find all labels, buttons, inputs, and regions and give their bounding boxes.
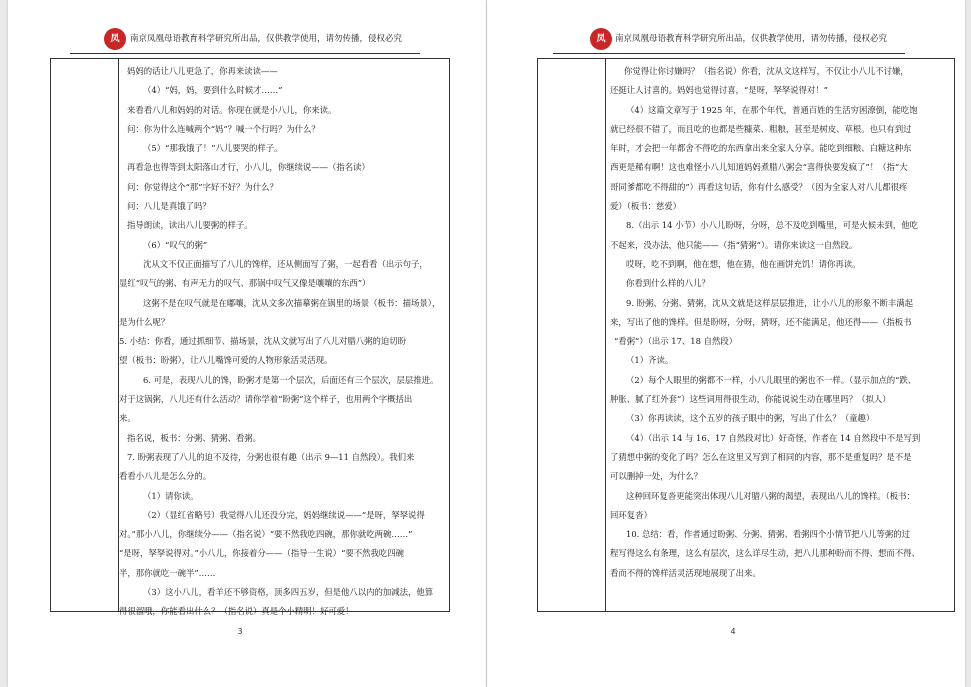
text-line: （3）你再读读，这个五岁的孩子眼中的粥，写出了什么？（童趣） bbox=[626, 413, 875, 424]
text-line: 6. 可是，表现八儿的馋，盼粥才是第一个层次，后面还有三个层次，层层推进。 bbox=[143, 374, 439, 385]
header-text: 南京凤凰母语教育科学研究所出品，仅供教学使用，请勿传播，侵权必究 bbox=[615, 34, 888, 44]
text-line: 半，那你就吃一碗半”…… bbox=[119, 567, 216, 578]
text-line: 沈从文不仅正面描写了八儿的馋样，还从侧面写了粥，一起看看（出示句子， bbox=[143, 258, 428, 269]
text-line: 来，写出了他的馋样。但是盼呀，分呀，猜呀，还不能满足，他还得——（指板书 bbox=[610, 316, 912, 327]
header-divider bbox=[553, 53, 905, 54]
page-header bbox=[8, 26, 486, 54]
text-line: 问：八儿是真饿了吗？ bbox=[127, 201, 211, 212]
text-line: 再看急也得等到太阳落山才行，小八儿，你继续说——（指名读） bbox=[127, 162, 370, 173]
lesson-table bbox=[537, 58, 955, 612]
text-line: （5）“那我饿了！”八儿要哭的样子。 bbox=[143, 143, 283, 154]
lesson-text-left bbox=[119, 62, 445, 622]
text-line: 这种回环复沓更能突出体现八儿对腊八粥的渴望，表现出八儿的馋样。（板书： bbox=[626, 490, 915, 501]
text-line: （2）每个人眼里的粥都不一样，小八儿眼里的粥也不一样。（显示加点的“跌、 bbox=[626, 374, 917, 385]
text-line: 5. 小结：你看，通过抓细节、描场景，沈从文就写出了八儿对腊八粥的迫切盼 bbox=[119, 336, 407, 347]
text-line: 可以删掉一处，为什么？ bbox=[610, 471, 703, 482]
header-text: 南京凤凰母语教育科学研究所出品，仅供教学使用，请勿传播，侵权必究 bbox=[130, 34, 403, 44]
text-line: 8.（出示 14 小节）小八儿盼呀，分呀，总不及吃到嘴里，可是火候未到，他吃 bbox=[626, 220, 918, 231]
text-line: 得很溜哦，你能看出什么？（指名说）真是个小精明！好可爱！ bbox=[119, 606, 354, 617]
text-line: （2）（显红省略号）我觉得八儿还没分完，妈妈继续说——“是呀，孥孥说得 bbox=[143, 509, 425, 520]
text-line: （4）（出示 14 与 16、17 自然段对比）好奇怪，作者在 14 自然段中不是写到 bbox=[626, 432, 921, 443]
text-line: 指名说，板书：分粥、猜粥、看粥。 bbox=[127, 432, 261, 443]
table-column-divider bbox=[605, 59, 606, 611]
text-line: 问：你觉得这个“那”字好不好？为什么？ bbox=[127, 181, 278, 192]
lesson-text-right bbox=[610, 62, 950, 583]
text-line: 问：你为什么连喊两个“妈”？喊一个行吗？为什么？ bbox=[127, 123, 320, 134]
text-line: 看看小八儿是怎么分的。 bbox=[119, 471, 212, 482]
document-page-right bbox=[487, 0, 965, 687]
page-header bbox=[487, 26, 965, 54]
text-line: 对。”那小八儿，你继续分——（指名说）“要不然我吃四碗，那你就吃两碗……” bbox=[119, 529, 413, 540]
text-line: 哥同爹都吃不得甜的”）再看这句话，你有什么感受？（因为全家人对八儿都很疼 bbox=[610, 181, 908, 192]
document-page-left bbox=[8, 0, 486, 687]
lesson-table bbox=[50, 58, 450, 617]
text-line: （3）这小八儿，看羊还不够资格，顶多四五岁，但是他八以内的加减法，他算 bbox=[143, 587, 434, 598]
text-line: 肿胀、腻了红外套”）这些词用得很生动，你能说说生动在哪里吗？（拟人） bbox=[610, 394, 891, 405]
publisher-seal-icon: 凤 bbox=[590, 28, 612, 50]
page-number: 4 bbox=[730, 627, 736, 636]
text-line: 9. 盼粥、分粥、猜粥，沈从文就是这样层层推进，让小八儿的形象不断丰满起 bbox=[626, 297, 914, 308]
text-line: “看粥”）（出示 17、18 自然段） bbox=[614, 336, 738, 347]
text-line: 年时，才会把一年都舍不得吃的东西拿出来全家人分享。能吃到细粮、白糖这种东 bbox=[610, 143, 912, 154]
text-line: 你看到什么样的八儿？ bbox=[626, 278, 710, 289]
text-line: （4）“妈，妈，要到什么时候才……” bbox=[143, 85, 283, 96]
text-line: 你觉得让你讨嫌吗？（指名说）你看，沈从文这样写，不仅让小八儿不讨嫌， bbox=[624, 66, 909, 76]
text-line: 程写得这么有条理，这么有层次，这么详尽生动，把八儿那种盼而不得、想而不得、 bbox=[610, 548, 920, 559]
text-line: 不起来，没办法，他只能——（指“猜粥”）。请你来读这一自然段。 bbox=[610, 239, 858, 250]
header-divider bbox=[70, 53, 420, 54]
page-number: 3 bbox=[237, 627, 243, 636]
text-line: 回环复沓） bbox=[610, 509, 652, 520]
text-line: 还挺让人讨喜的。妈妈也觉得讨喜，“是呀，孥孥说得对！” bbox=[610, 85, 828, 96]
text-line: 望（板书：盼粥），让八儿嘴馋可爱的人物形象活灵活现。 bbox=[119, 355, 333, 366]
text-line: 来看看八儿和妈妈的对话。你现在就是小八儿，你来读。 bbox=[127, 104, 337, 115]
text-line: 妈妈的话让八儿更急了，你再来读读—— bbox=[127, 66, 278, 76]
text-line: 看而不得的馋样活灵活现地展现了出来。 bbox=[610, 567, 761, 578]
text-line: （6）“叹气的粥” bbox=[143, 239, 208, 250]
text-line: 哎呀，吃不到啊，他在想，他在猜，他在画饼充饥！请你再读。 bbox=[626, 258, 861, 269]
text-line: （1）齐读。 bbox=[626, 355, 674, 366]
text-line: 显红“叹气的粥、有声无力的叹气、那锅中叹气又像是嚷嚷的东西”） bbox=[119, 278, 371, 289]
text-line: 了猜想中粥的变化了吗？怎么在这里又写到了相同的内容，那不是重复吗？是不是 bbox=[610, 451, 912, 462]
publisher-seal-icon: 凤 bbox=[104, 28, 126, 50]
text-line: 对于这锅粥，八儿还有什么活动？请你学着“盼粥”这个样子，也用两个字概括出 bbox=[119, 394, 413, 405]
text-line: （4）这篇文章写于 1925 年，在那个年代，普通百姓的生活穷困潦倒，能吃饱 bbox=[626, 104, 918, 115]
text-line: 爱）（板书：慈爱） bbox=[610, 201, 682, 212]
text-line: 这粥不是在叹气就是在嘟嚷，沈从文多次描摹粥在锅里的场景（板书：描场景）， bbox=[143, 297, 441, 308]
text-line: 是为什么呢？ bbox=[119, 316, 170, 327]
text-line: （1）请你读。 bbox=[143, 490, 199, 501]
text-line: 就已经很不错了，而且吃的也都是些糠菜、粗粮，甚至是树皮、草根。也只有到过 bbox=[610, 123, 912, 134]
text-line: 来。 bbox=[119, 413, 136, 424]
text-line: 7. 盼粥表现了八儿的迫不及待，分粥也很有趣（出示 9—11 自然段）。我们来 bbox=[127, 451, 415, 462]
text-line: 指导朗读，读出八儿要粥的样子。 bbox=[127, 220, 253, 231]
text-line: “是呀，孥孥说得对。”小八儿，你接着分——（指导一生说）“要不然我吃四碗 bbox=[119, 548, 405, 559]
text-line: 10. 总结：看，作者通过盼粥、分粥、猜粥、看粥四个小情节把八儿等粥的过 bbox=[626, 529, 910, 540]
text-line: 西更是稀有啊！这也难怪小八儿知道妈妈煮腊八粥会“喜得快要发疯了”！（指“大 bbox=[610, 162, 908, 173]
